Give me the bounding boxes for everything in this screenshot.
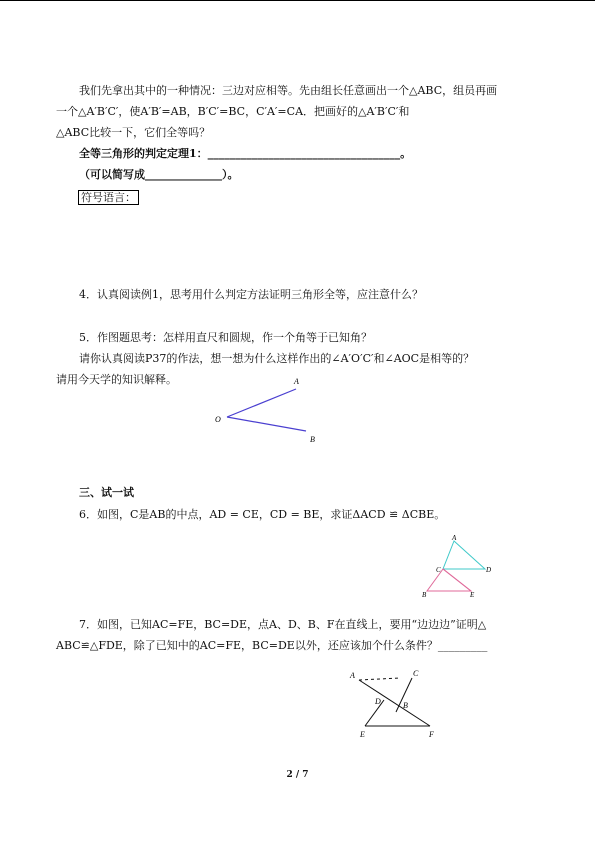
- label-e: E: [360, 730, 365, 739]
- label-c: C: [436, 566, 441, 574]
- label-a: A: [350, 671, 355, 680]
- abbreviation-fill-in: （可以简写成______________）。: [79, 168, 239, 181]
- triangle-cbe: [427, 569, 471, 591]
- segment-ce: [443, 569, 471, 591]
- label-a: A: [452, 534, 457, 542]
- label-e: E: [470, 591, 475, 599]
- theorem-1-fill-in: 全等三角形的判定定理1：___________________________________。: [79, 147, 412, 160]
- question-7-line-1: 7．如图，已知AC=FE，BC=DE，点A、D、B、F在直线上，要用“边边边”证明△: [79, 618, 487, 631]
- congruence-paragraph-line-2: 一个△A′B′C′，使A′B′=AB，B′C′=BC，C′A′=CA．把画好的△A′B′C′和: [56, 105, 410, 118]
- question-5-line-2: 请用今天学的知识解释。: [56, 373, 177, 386]
- triangle-acd: [443, 541, 485, 569]
- question-7-line-2: ABC≌△FDE，除了已知中的AC=FE，BC=DE以外，还应该加个什么条件？_________: [56, 639, 488, 652]
- q7-triangles-figure: [340, 664, 450, 744]
- question-6: 6．如图，C是AB的中点，AD = CE，CD = BE，求证ΔACD ≌ ΔCBE。: [79, 508, 446, 521]
- label-b: B: [422, 591, 427, 599]
- label-o: O: [215, 415, 221, 424]
- ray-ob: [227, 417, 306, 431]
- label-b: B: [310, 435, 315, 444]
- label-c: C: [413, 669, 419, 678]
- label-b: B: [403, 701, 408, 710]
- label-d: D: [375, 697, 381, 706]
- question-5-title: 5．作图题思考：怎样用直尺和圆规，作一个角等于已知角？: [79, 331, 372, 344]
- segment-ab-dashed: [359, 678, 400, 680]
- angle-aob-figure: [210, 372, 320, 446]
- question-4: 4．认真阅读例1，思考用什么判定方法证明三角形全等，应注意什么？: [79, 288, 423, 301]
- page-top-border: [0, 0, 595, 1]
- page-number: 2 / 7: [286, 770, 309, 780]
- congruence-paragraph-line-1: 我们先拿出其中的一种情况：三边对应相等。先由组长任意画出一个△ABC，组员再画: [79, 84, 498, 97]
- label-d: D: [486, 566, 492, 574]
- section-3-heading: 三、试一试: [79, 486, 134, 499]
- label-f: F: [429, 730, 434, 739]
- symbol-language-box: 符号语言：: [78, 190, 139, 205]
- question-5-line-1: 请你认真阅读P37的作法，想一想为什么这样作出的∠A′O′C′和∠AOC是相等的？: [79, 352, 475, 365]
- q6-triangles-figure: [418, 532, 498, 602]
- congruence-paragraph-line-3: △ABC比较一下，它们全等吗？: [56, 126, 211, 139]
- label-a: A: [294, 377, 299, 386]
- ray-oa: [227, 389, 296, 417]
